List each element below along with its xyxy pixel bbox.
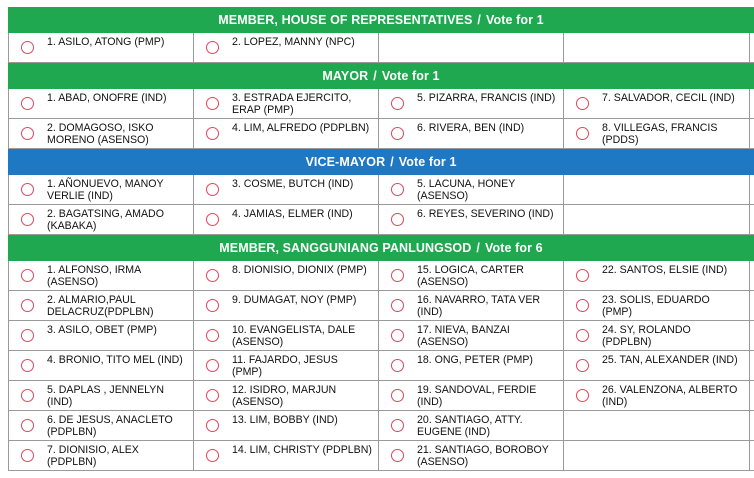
- candidate-name: 14. LIM, CHRISTY (PDPLBN): [232, 444, 372, 456]
- section-header-1: [8, 63, 754, 89]
- vote-oval-icon[interactable]: [21, 299, 34, 312]
- candidate-row: [9, 381, 754, 411]
- candidate-name: 4. BRONIO, TITO MEL (IND): [47, 354, 183, 366]
- vote-oval-icon[interactable]: [21, 419, 34, 432]
- candidate-row: [9, 261, 754, 291]
- candidate-row: [9, 441, 754, 471]
- vote-instruction: Vote for 1: [486, 13, 544, 27]
- candidate-row: [9, 33, 754, 63]
- candidate-name: 1. ASILO, ATONG (PMP): [47, 36, 165, 48]
- candidate-cell: [379, 381, 564, 410]
- vote-oval-icon[interactable]: [391, 183, 404, 196]
- vote-instruction: Vote for 6: [484, 241, 543, 255]
- vote-oval-icon[interactable]: [21, 127, 34, 140]
- vote-oval-icon[interactable]: [206, 41, 219, 54]
- candidate-grid-1: [8, 89, 754, 149]
- candidate-name: 6. DE JESUS, ANACLETO (PDPLBN): [47, 414, 173, 439]
- vote-oval-icon[interactable]: [206, 299, 219, 312]
- candidate-cell: [564, 119, 750, 148]
- vote-oval-icon[interactable]: [21, 329, 34, 342]
- vote-oval-icon[interactable]: [391, 97, 404, 110]
- vote-oval-icon[interactable]: [576, 127, 589, 140]
- candidate-name: 4. JAMIAS, ELMER (IND): [232, 208, 353, 220]
- candidate-name: 1. ALFONSO, IRMA (ASENSO): [47, 264, 142, 289]
- candidate-cell: [379, 441, 564, 470]
- candidate-cell: [379, 291, 564, 320]
- empty-cell: [564, 441, 750, 470]
- candidate-cell: [9, 89, 194, 118]
- vote-oval-icon[interactable]: [391, 127, 404, 140]
- candidate-name: 6. REYES, SEVERINO (IND): [417, 208, 554, 220]
- candidate-name: 3. COSME, BUTCH (IND): [232, 178, 354, 190]
- candidate-cell: [9, 411, 194, 440]
- candidate-name: 2. ALMARIO,PAUL DELACRUZ(PDPLBN): [47, 294, 154, 319]
- candidate-name: 20. SANTIAGO, ATTY. EUGENE (IND): [417, 414, 523, 439]
- candidate-name: 16. NAVARRO, TATA VER (IND): [417, 294, 541, 319]
- candidate-name: 2. LOPEZ, MANNY (NPC): [232, 36, 355, 48]
- candidate-cell: [9, 261, 194, 290]
- vote-oval-icon[interactable]: [21, 213, 34, 226]
- vote-oval-icon[interactable]: [391, 213, 404, 226]
- vote-oval-icon[interactable]: [21, 269, 34, 282]
- section-header-2: [8, 149, 754, 175]
- vote-oval-icon[interactable]: [206, 97, 219, 110]
- vote-oval-icon[interactable]: [206, 359, 219, 372]
- candidate-cell: [379, 261, 564, 290]
- section-header-0: [8, 7, 754, 33]
- empty-cell: [564, 411, 750, 440]
- candidate-row: [9, 119, 754, 149]
- section-title: MEMBER, HOUSE OF REPRESENTATIVES: [218, 13, 473, 27]
- candidate-cell: [194, 321, 379, 350]
- candidate-cell: [564, 261, 750, 290]
- vote-oval-icon[interactable]: [21, 183, 34, 196]
- candidate-name: 5. LACUNA, HONEY (ASENSO): [417, 178, 516, 203]
- candidate-name: 17. NIEVA, BANZAI (ASENSO): [417, 324, 510, 349]
- empty-cell: [564, 33, 750, 62]
- candidate-name: 26. VALENZONA, ALBERTO (IND): [602, 384, 738, 409]
- vote-oval-icon[interactable]: [206, 419, 219, 432]
- candidate-name: 19. SANDOVAL, FERDIE (IND): [417, 384, 537, 409]
- vote-oval-icon[interactable]: [391, 449, 404, 462]
- vote-oval-icon[interactable]: [391, 359, 404, 372]
- candidate-name: 7. DIONISIO, ALEX (PDPLBN): [47, 444, 139, 469]
- candidate-name: 8. DIONISIO, DIONIX (PMP): [232, 264, 367, 276]
- candidate-cell: [379, 321, 564, 350]
- candidate-cell: [564, 381, 750, 410]
- vote-oval-icon[interactable]: [21, 389, 34, 402]
- candidate-name: 6. RIVERA, BEN (IND): [417, 122, 525, 134]
- candidate-name: 25. TAN, ALEXANDER (IND): [602, 354, 738, 366]
- vote-oval-icon[interactable]: [391, 299, 404, 312]
- candidate-cell: [9, 381, 194, 410]
- candidate-name: 8. VILLEGAS, FRANCIS (PDDS): [602, 122, 718, 147]
- candidate-cell: [194, 291, 379, 320]
- candidate-row: [9, 89, 754, 119]
- candidate-cell: [194, 119, 379, 148]
- candidate-cell: [194, 205, 379, 234]
- candidate-cell: [379, 351, 564, 380]
- candidate-name: 2. BAGATSING, AMADO (KABAKA): [47, 208, 164, 233]
- candidate-name: 1. AÑONUEVO, MANOY VERLIE (IND): [47, 178, 164, 203]
- vote-oval-icon[interactable]: [576, 299, 589, 312]
- vote-oval-icon[interactable]: [576, 97, 589, 110]
- vote-oval-icon[interactable]: [206, 449, 219, 462]
- vote-oval-icon[interactable]: [21, 359, 34, 372]
- candidate-cell: [9, 321, 194, 350]
- vote-oval-icon[interactable]: [21, 97, 34, 110]
- candidate-cell: [194, 381, 379, 410]
- candidate-cell: [9, 33, 194, 62]
- candidate-name: 10. EVANGELISTA, DALE (ASENSO): [232, 324, 356, 349]
- candidate-name: 7. SALVADOR, CECIL (IND): [602, 92, 735, 104]
- vote-oval-icon[interactable]: [391, 269, 404, 282]
- candidate-cell: [194, 33, 379, 62]
- vote-oval-icon[interactable]: [206, 329, 219, 342]
- section-header-3: [8, 235, 754, 261]
- candidate-cell: [194, 175, 379, 204]
- candidate-cell: [379, 175, 564, 204]
- candidate-row: [9, 175, 754, 205]
- candidate-row: [9, 411, 754, 441]
- candidate-row: [9, 205, 754, 235]
- candidate-row: [9, 291, 754, 321]
- vote-oval-icon[interactable]: [391, 329, 404, 342]
- vote-oval-icon[interactable]: [21, 41, 34, 54]
- vote-oval-icon[interactable]: [576, 389, 589, 402]
- candidate-cell: [9, 175, 194, 204]
- candidate-name: 23. SOLIS, EDUARDO (PMP): [602, 294, 710, 319]
- candidate-grid-0: [8, 33, 754, 63]
- vote-oval-icon[interactable]: [576, 269, 589, 282]
- vote-oval-icon[interactable]: [206, 183, 219, 196]
- candidate-name: 13. LIM, BOBBY (IND): [232, 414, 338, 426]
- candidate-cell: [564, 321, 750, 350]
- candidate-cell: [194, 261, 379, 290]
- vote-oval-icon[interactable]: [576, 359, 589, 372]
- title-separator: /: [390, 155, 394, 169]
- candidate-name: 3. ASILO, OBET (PMP): [47, 324, 157, 336]
- vote-oval-icon[interactable]: [391, 389, 404, 402]
- title-separator: /: [477, 13, 481, 27]
- candidate-cell: [194, 441, 379, 470]
- candidate-cell: [194, 351, 379, 380]
- candidate-name: 9. DUMAGAT, NOY (PMP): [232, 294, 357, 306]
- candidate-cell: [194, 411, 379, 440]
- candidate-name: 4. LIM, ALFREDO (PDPLBN): [232, 122, 370, 134]
- candidate-cell: [9, 119, 194, 148]
- vote-oval-icon[interactable]: [206, 389, 219, 402]
- candidate-name: 22. SANTOS, ELSIE (IND): [602, 264, 728, 276]
- candidate-name: 11. FAJARDO, JESUS (PMP): [232, 354, 338, 379]
- title-separator: /: [476, 241, 480, 255]
- candidate-grid-3: [8, 261, 754, 471]
- top-partial-row: [0, 0, 754, 7]
- candidate-row: [9, 351, 754, 381]
- candidate-cell: [379, 411, 564, 440]
- candidate-cell: [379, 205, 564, 234]
- empty-cell: [564, 205, 750, 234]
- candidate-cell: [379, 89, 564, 118]
- candidate-cell: [564, 291, 750, 320]
- vote-instruction: Vote for 1: [398, 155, 457, 169]
- candidate-grid-2: [8, 175, 754, 235]
- candidate-name: 3. ESTRADA EJERCITO, ERAP (PMP): [232, 92, 352, 117]
- candidate-cell: [9, 291, 194, 320]
- vote-instruction: Vote for 1: [381, 69, 440, 83]
- vote-oval-icon[interactable]: [206, 213, 219, 226]
- vote-oval-icon[interactable]: [206, 127, 219, 140]
- candidate-name: 5. PIZARRA, FRANCIS (IND): [417, 92, 556, 104]
- candidate-name: 18. ONG, PETER (PMP): [417, 354, 533, 366]
- candidate-cell: [564, 89, 750, 118]
- candidate-name: 12. ISIDRO, MARJUN (ASENSO): [232, 384, 337, 409]
- vote-oval-icon[interactable]: [391, 419, 404, 432]
- section-title: VICE-MAYOR: [305, 155, 386, 169]
- candidate-row: [9, 321, 754, 351]
- candidate-name: 2. DOMAGOSO, ISKO MORENO (ASENSO): [47, 122, 154, 147]
- empty-cell: [564, 175, 750, 204]
- section-title: MAYOR: [322, 69, 369, 83]
- candidate-cell: [9, 351, 194, 380]
- section-title: MEMBER, SANGGUNIANG PANLUNGSOD: [219, 241, 472, 255]
- candidate-cell: [9, 205, 194, 234]
- candidate-name: 5. DAPLAS , JENNELYN (IND): [47, 384, 164, 409]
- candidate-cell: [194, 89, 379, 118]
- candidate-cell: [379, 119, 564, 148]
- candidate-name: 24. SY, ROLANDO (PDPLBN): [602, 324, 691, 349]
- vote-oval-icon[interactable]: [206, 269, 219, 282]
- candidate-name: 15. LOGICA, CARTER (ASENSO): [417, 264, 524, 289]
- candidate-cell: [564, 351, 750, 380]
- vote-oval-icon[interactable]: [576, 329, 589, 342]
- title-separator: /: [373, 69, 377, 83]
- vote-oval-icon[interactable]: [21, 449, 34, 462]
- candidate-name: 21. SANTIAGO, BOROBOY (ASENSO): [417, 444, 549, 469]
- candidate-name: 1. ABAD, ONOFRE (IND): [47, 92, 167, 104]
- candidate-cell: [9, 441, 194, 470]
- empty-cell: [379, 33, 564, 62]
